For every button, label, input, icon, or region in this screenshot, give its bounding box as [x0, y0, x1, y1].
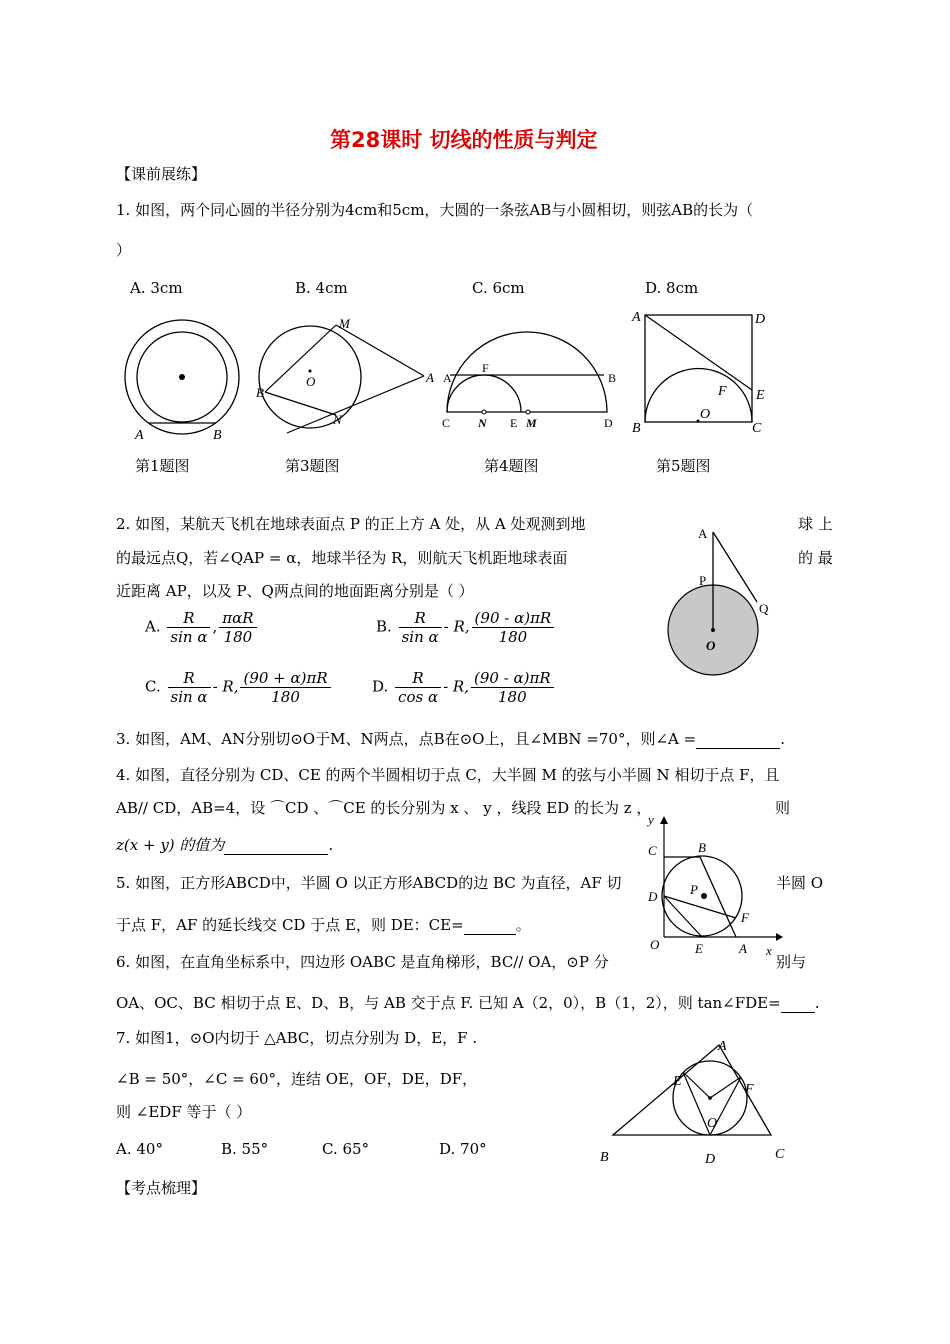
fig4-label-n: N — [478, 416, 487, 430]
figure-1 — [115, 315, 250, 445]
q3-text: 3. 如图，AM、AN分别切⊙O于M、N两点，点B在⊙O上，且∠MBN =70°，则∠A = . — [116, 730, 785, 748]
fig1-label-b: B — [213, 428, 222, 443]
q1-option-a: A. 3cm — [130, 279, 183, 297]
q2-option-a: A. $\frac{R}{\text{sin α}}$ , $\frac{\text{παR}}{180}$ — [145, 609, 259, 646]
q2-text-3: 近距离 AP，以及 P、Q两点间的地面距离分别是（ ） — [116, 582, 474, 600]
q6-text-1: 6. 如图，在直角坐标系中，四边形 OABC 是直角梯形，BC// OA，⊙P 分 — [116, 953, 609, 971]
fig4-label-d: D — [604, 416, 613, 430]
caption-fig4: 第4题图 — [484, 457, 539, 475]
q6-text-1-end: 别与 — [776, 953, 807, 971]
q2-option-b: B. $\frac{R}{\text{sin α}}$ - R, $\frac{(90 - \alpha)\pi R}{180}$ — [376, 609, 556, 646]
fig7-label-b: B — [600, 1150, 609, 1165]
fig6-label-x: x — [766, 943, 772, 958]
q2-text-2: 的最远点Q，若∠QAP = α，地球半径为 R，则航天飞机距地球表面 — [116, 549, 568, 567]
fig3-label-o: O — [306, 374, 316, 389]
figure-2 — [660, 520, 770, 680]
fig5-label-f: F — [718, 384, 727, 399]
fig2-label-p: P — [699, 573, 707, 588]
fig4-label-m: M — [526, 416, 537, 430]
section-heading-practice: 【课前展练】 — [116, 165, 207, 183]
figure-6 — [638, 812, 783, 962]
fig3-label-b: B — [256, 385, 264, 400]
q5-text-2: 于点 F，AF 的延长线交 CD 于点 E，则 DE：CE= 。 — [116, 916, 531, 934]
q1-option-c: C. 6cm — [472, 279, 525, 297]
q5-text-1: 5. 如图，正方形ABCD中，半圆 O 以正方形ABCD的边 BC 为直径，AF 切 — [116, 874, 622, 892]
fig6-label-y: y — [648, 812, 654, 827]
fig6-label-a: A — [739, 941, 747, 956]
fig5-label-a: A — [632, 310, 641, 325]
q7-option-c: C. 65° — [322, 1140, 370, 1158]
fig4-label-c: C — [442, 416, 451, 430]
q4-text-1: 4. 如图，直径分别为 CD、CE 的两个半圆相切于点 C，大半圆 M 的弦与小半圆 N 相切于点 F，且 — [116, 766, 780, 784]
q5-text-1-end: 半圆 O — [776, 874, 824, 892]
fig7-label-e: E — [673, 1074, 682, 1089]
q2-text-2-end: 的 最 — [798, 549, 833, 567]
fig7-label-c: C — [775, 1147, 785, 1162]
fig4-label-f: F — [482, 361, 489, 375]
fig6-label-p: P — [690, 882, 698, 897]
caption-fig1: 第1题图 — [135, 457, 190, 475]
fig6-label-b: B — [698, 840, 706, 855]
fig4-label-a: A — [443, 371, 452, 385]
page-title: 第28课时 切线的性质与判定 — [330, 128, 598, 152]
fig2-label-a: A — [698, 526, 708, 541]
q4-text-2: AB// CD，AB=4，设 ⌒CD 、⌒CE 的长分别为 x 、 y ，线段 ED 的长为 z ， — [116, 799, 652, 817]
caption-fig3: 第3题图 — [285, 457, 340, 475]
q4-text-3: z(x + y) 的值为 . — [116, 836, 334, 854]
fig5-label-o: O — [700, 407, 711, 422]
q2-option-c: C. $\frac{R}{\text{sin α}}$ - R, $\frac{(90 + \alpha)\pi R}{180}$ — [145, 669, 333, 706]
fig6-label-o: O — [650, 937, 660, 952]
fig4-label-b: B — [608, 371, 617, 385]
fig3-label-a: A — [426, 370, 434, 385]
fig1-label-a: A — [135, 428, 144, 443]
figure-7 — [595, 1035, 795, 1170]
figure-4 — [440, 320, 620, 435]
fig6-label-e: E — [695, 941, 703, 956]
q4-text-2-end: 则 — [775, 799, 791, 817]
figure-5 — [628, 305, 778, 440]
q6-text-2: OA、OC、BC 相切于点 E、D、B，与 AB 交于点 F. 已知 A（2，0），B（1，2），则 tan∠FDE= . — [116, 994, 820, 1012]
fig5-label-e: E — [756, 388, 765, 403]
q7-option-a: A. 40° — [116, 1140, 163, 1158]
fig6-label-f: F — [741, 910, 749, 925]
q7-option-b: B. 55° — [221, 1140, 269, 1158]
figure-3 — [252, 312, 442, 437]
fig5-label-d: D — [755, 312, 766, 327]
fig2-label-q: Q — [759, 601, 769, 616]
fig5-label-c: C — [752, 421, 762, 436]
q2-option-d: D. $\frac{R}{\text{cos α}}$ - R, $\frac{(90 - \alpha)\pi R}{180}$ — [372, 669, 556, 706]
fig7-label-a: A — [718, 1039, 727, 1054]
fig2-label-o: O — [706, 638, 716, 653]
fig3-label-n: N — [333, 412, 342, 427]
q7-text-1: 7. 如图1，⊙O内切于 △ABC，切点分别为 D，E，F . — [116, 1029, 478, 1047]
fig7-label-o: O — [707, 1116, 718, 1131]
fig7-label-d: D — [705, 1152, 716, 1167]
q1-option-b: B. 4cm — [295, 279, 348, 297]
fig7-label-f: F — [745, 1082, 754, 1097]
fig6-label-c: C — [648, 843, 657, 858]
q7-text-2: ∠B = 50°，∠C = 60°，连结 OE，OF，DE，DF， — [116, 1070, 478, 1088]
q1-text-end: ） — [116, 241, 132, 259]
fig3-label-m: M — [339, 316, 350, 331]
q7-option-d: D. 70° — [439, 1140, 487, 1158]
q1-text: 1. 如图，两个同心圆的半径分别为4cm和5cm，大圆的一条弦AB与小圆相切，则弦AB的长为（ — [116, 201, 754, 219]
q2-text-1-end: 球 上 — [798, 515, 833, 533]
caption-fig5: 第5题图 — [656, 457, 711, 475]
q1-option-d: D. 8cm — [645, 279, 699, 297]
q7-text-3: 则 ∠EDF 等于（ ） — [116, 1103, 252, 1121]
fig6-label-d: D — [648, 889, 658, 904]
section-heading-review: 【考点梳理】 — [116, 1179, 207, 1197]
fig4-label-e: E — [510, 416, 518, 430]
fig5-label-b: B — [632, 421, 641, 436]
q2-text-1: 2. 如图，某航天飞机在地球表面点 P 的正上方 A 处，从 A 处观测到地 — [116, 515, 586, 533]
